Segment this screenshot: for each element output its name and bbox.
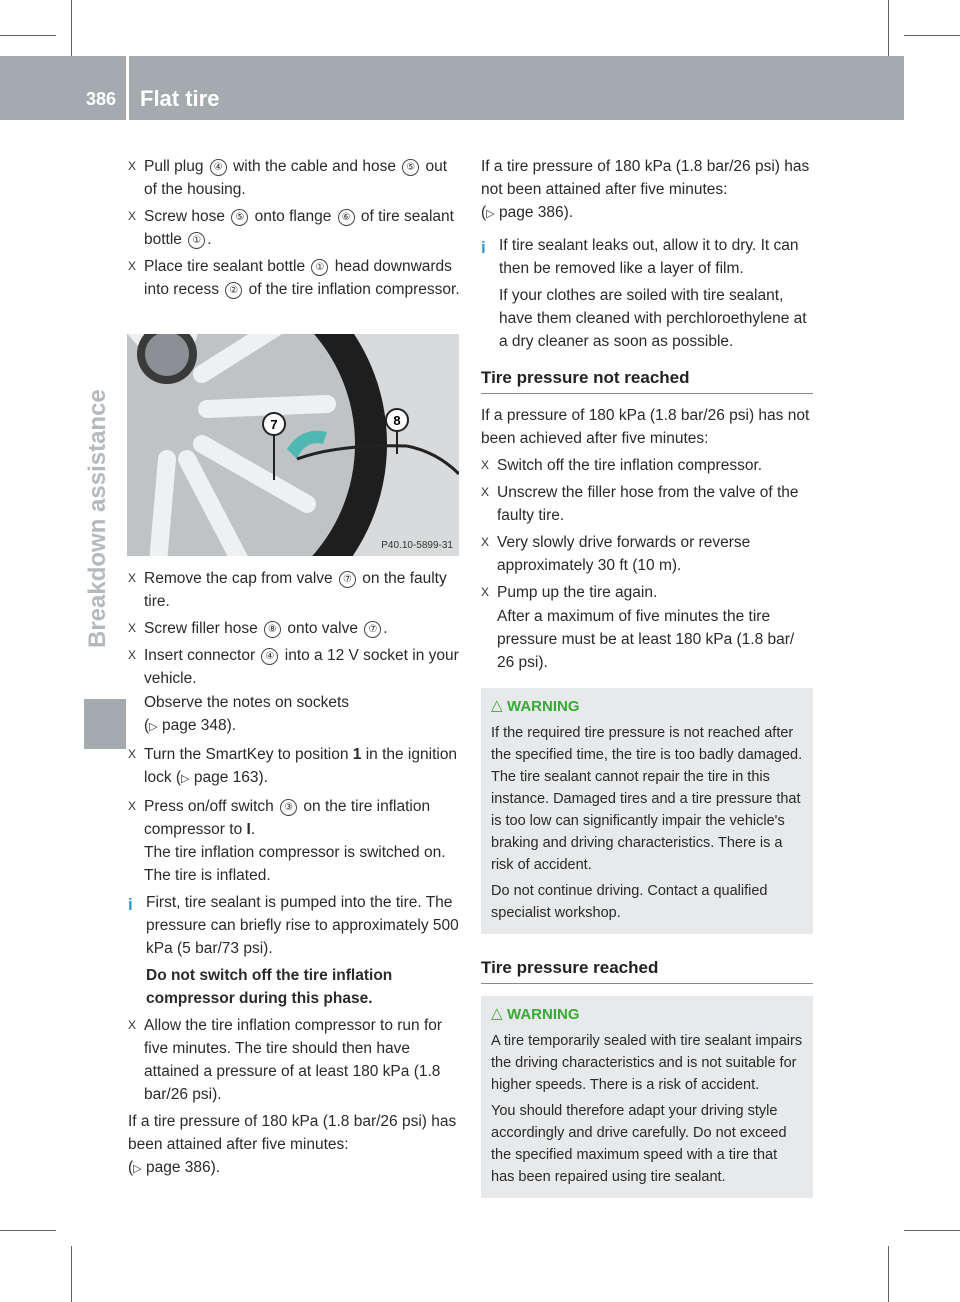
right-column (481, 155, 813, 1198)
svg-text:7: 7 (270, 417, 278, 432)
crop-mark (888, 0, 889, 56)
warning-icon: △ (491, 697, 503, 714)
tire-figure (127, 334, 459, 556)
info-sealant-leaks: i If tire sealant leaks out, allow it to dry. It can then be removed like a layer of film. (481, 237, 799, 277)
step-drive-slowly: X Very slowly drive forwards or reverse approximately 30 ft (10 m). (481, 534, 751, 574)
warning-heading: △ WARNING (491, 697, 580, 715)
svg-text:8: 8 (393, 413, 401, 428)
step-pull-plug: X Pull plug ④ with the cable and hose ⑤ out of the housing. (128, 158, 448, 198)
warning-icon: △ (491, 1005, 503, 1022)
info-icon: i (481, 238, 486, 257)
not-attained-text: If a tire pressure of 180 kPa (1.8 bar/26 psi) has not been attained after five minutes: (▷ page 386). (481, 158, 810, 221)
crop-mark (0, 35, 56, 36)
step-insert-connector: X Insert connector ④ into a 12 V socket in your vehicle. (128, 647, 459, 687)
crop-mark (0, 1230, 56, 1231)
heading-pressure-reached: Tire pressure reached (481, 956, 813, 984)
crop-mark (71, 0, 72, 56)
tire-illustration (127, 334, 459, 556)
step-turn-smartkey: X Turn the SmartKey to position 1 in the ignition lock (▷ page 163). (128, 746, 458, 786)
step-screw-filler: X Screw filler hose ⑧ onto valve ⑦ . (128, 620, 388, 637)
heading-pressure-not-reached: Tire pressure not reached (481, 366, 813, 394)
after-five-minutes: After a maximum of five minutes the tire pressure must be at least 180 kPa (1.8 bar/ 26 psi). (497, 608, 795, 671)
side-tab-marker (84, 699, 126, 749)
header-separator (126, 56, 129, 120)
left-column-lower (128, 567, 462, 1181)
warning-box-reached: △ WARNING A tire temporarily sealed with tire sealant impairs the driving characteristics and is not suitable for higher speeds. There is a risk of accident. You should therefore adapt your driving style accordingly and drive carefully. Do not exceed the specified maximum speed with a tire that has been repaired using tire sealant. (481, 996, 813, 1198)
step-screw-hose: X Screw hose ⑤ onto flange ⑥ of tire sealant bottle ① . (128, 208, 454, 248)
info-do-not-switch-off: Do not switch off the tire inflation compressor during this phase. (146, 967, 393, 1007)
page-title: Flat tire (140, 86, 220, 111)
info-sealant-pumped: i First, tire sealant is pumped into the tire. The pressure can briefly rise to approximately 500 kPa (5 bar/73 psi). (128, 894, 459, 957)
crop-mark (904, 1230, 960, 1231)
crop-mark (888, 1246, 889, 1302)
step-pump-again: X Pump up the tire again. (481, 584, 658, 601)
info-icon: i (128, 895, 133, 914)
step-place-bottle: X Place tire sealant bottle ① head downwards into recess ② of the tire inflation compressor. (128, 258, 460, 298)
left-column (128, 155, 462, 301)
step-allow-run: X Allow the tire inflation compressor to run for five minutes. The tire should then have attained a pressure of at least 180 kPa (1.8 bar/26 psi). (128, 1017, 443, 1103)
side-tab-label: Breakdown assistance (84, 389, 111, 648)
step-remove-cap: X Remove the cap from valve ⑦ on the faulty tire. (128, 570, 447, 610)
crop-mark (904, 35, 960, 36)
figure-code: P40.10-5899-31 (381, 540, 453, 551)
page-number: 386 (86, 89, 117, 109)
step-press-switch: X Press on/off switch ③ on the tire inflation compressor to I. The tire inflation compressor is switched on. The tire is inflated. (128, 798, 446, 884)
step-unscrew-hose: X Unscrew the filler hose from the valve of the faulty tire. (481, 484, 799, 524)
not-achieved-intro: If a pressure of 180 kPa (1.8 bar/26 psi) has not been achieved after five minutes: (481, 407, 810, 447)
sockets-note: Observe the notes on sockets (▷ page 348). (144, 694, 350, 734)
step-switch-off: X Switch off the tire inflation compressor. (481, 457, 763, 474)
warning-box-not-reached: △ WARNING If the required tire pressure is not reached after the specified time, the tire is too badly damaged. The tire sealant cannot repair the tire in this instance. Damaged tires and a tire pressure that is too low can significantly impair the vehicle's braking and driving characteristics. There is a risk of accident. Do not continue driving. Contact a qualified specialist workshop. (481, 688, 813, 934)
warning-heading: △ WARNING (491, 1005, 580, 1023)
header-bar (0, 56, 904, 120)
crop-mark (71, 1246, 72, 1302)
attained-text: If a tire pressure of 180 kPa (1.8 bar/26 psi) has been attained after five minutes: (▷ page 386). (128, 1113, 457, 1176)
info-clothes-soiled: If your clothes are soiled with tire sealant, have them cleaned with perchloroethylene at a dry cleaner as soon as possible. (499, 287, 807, 350)
